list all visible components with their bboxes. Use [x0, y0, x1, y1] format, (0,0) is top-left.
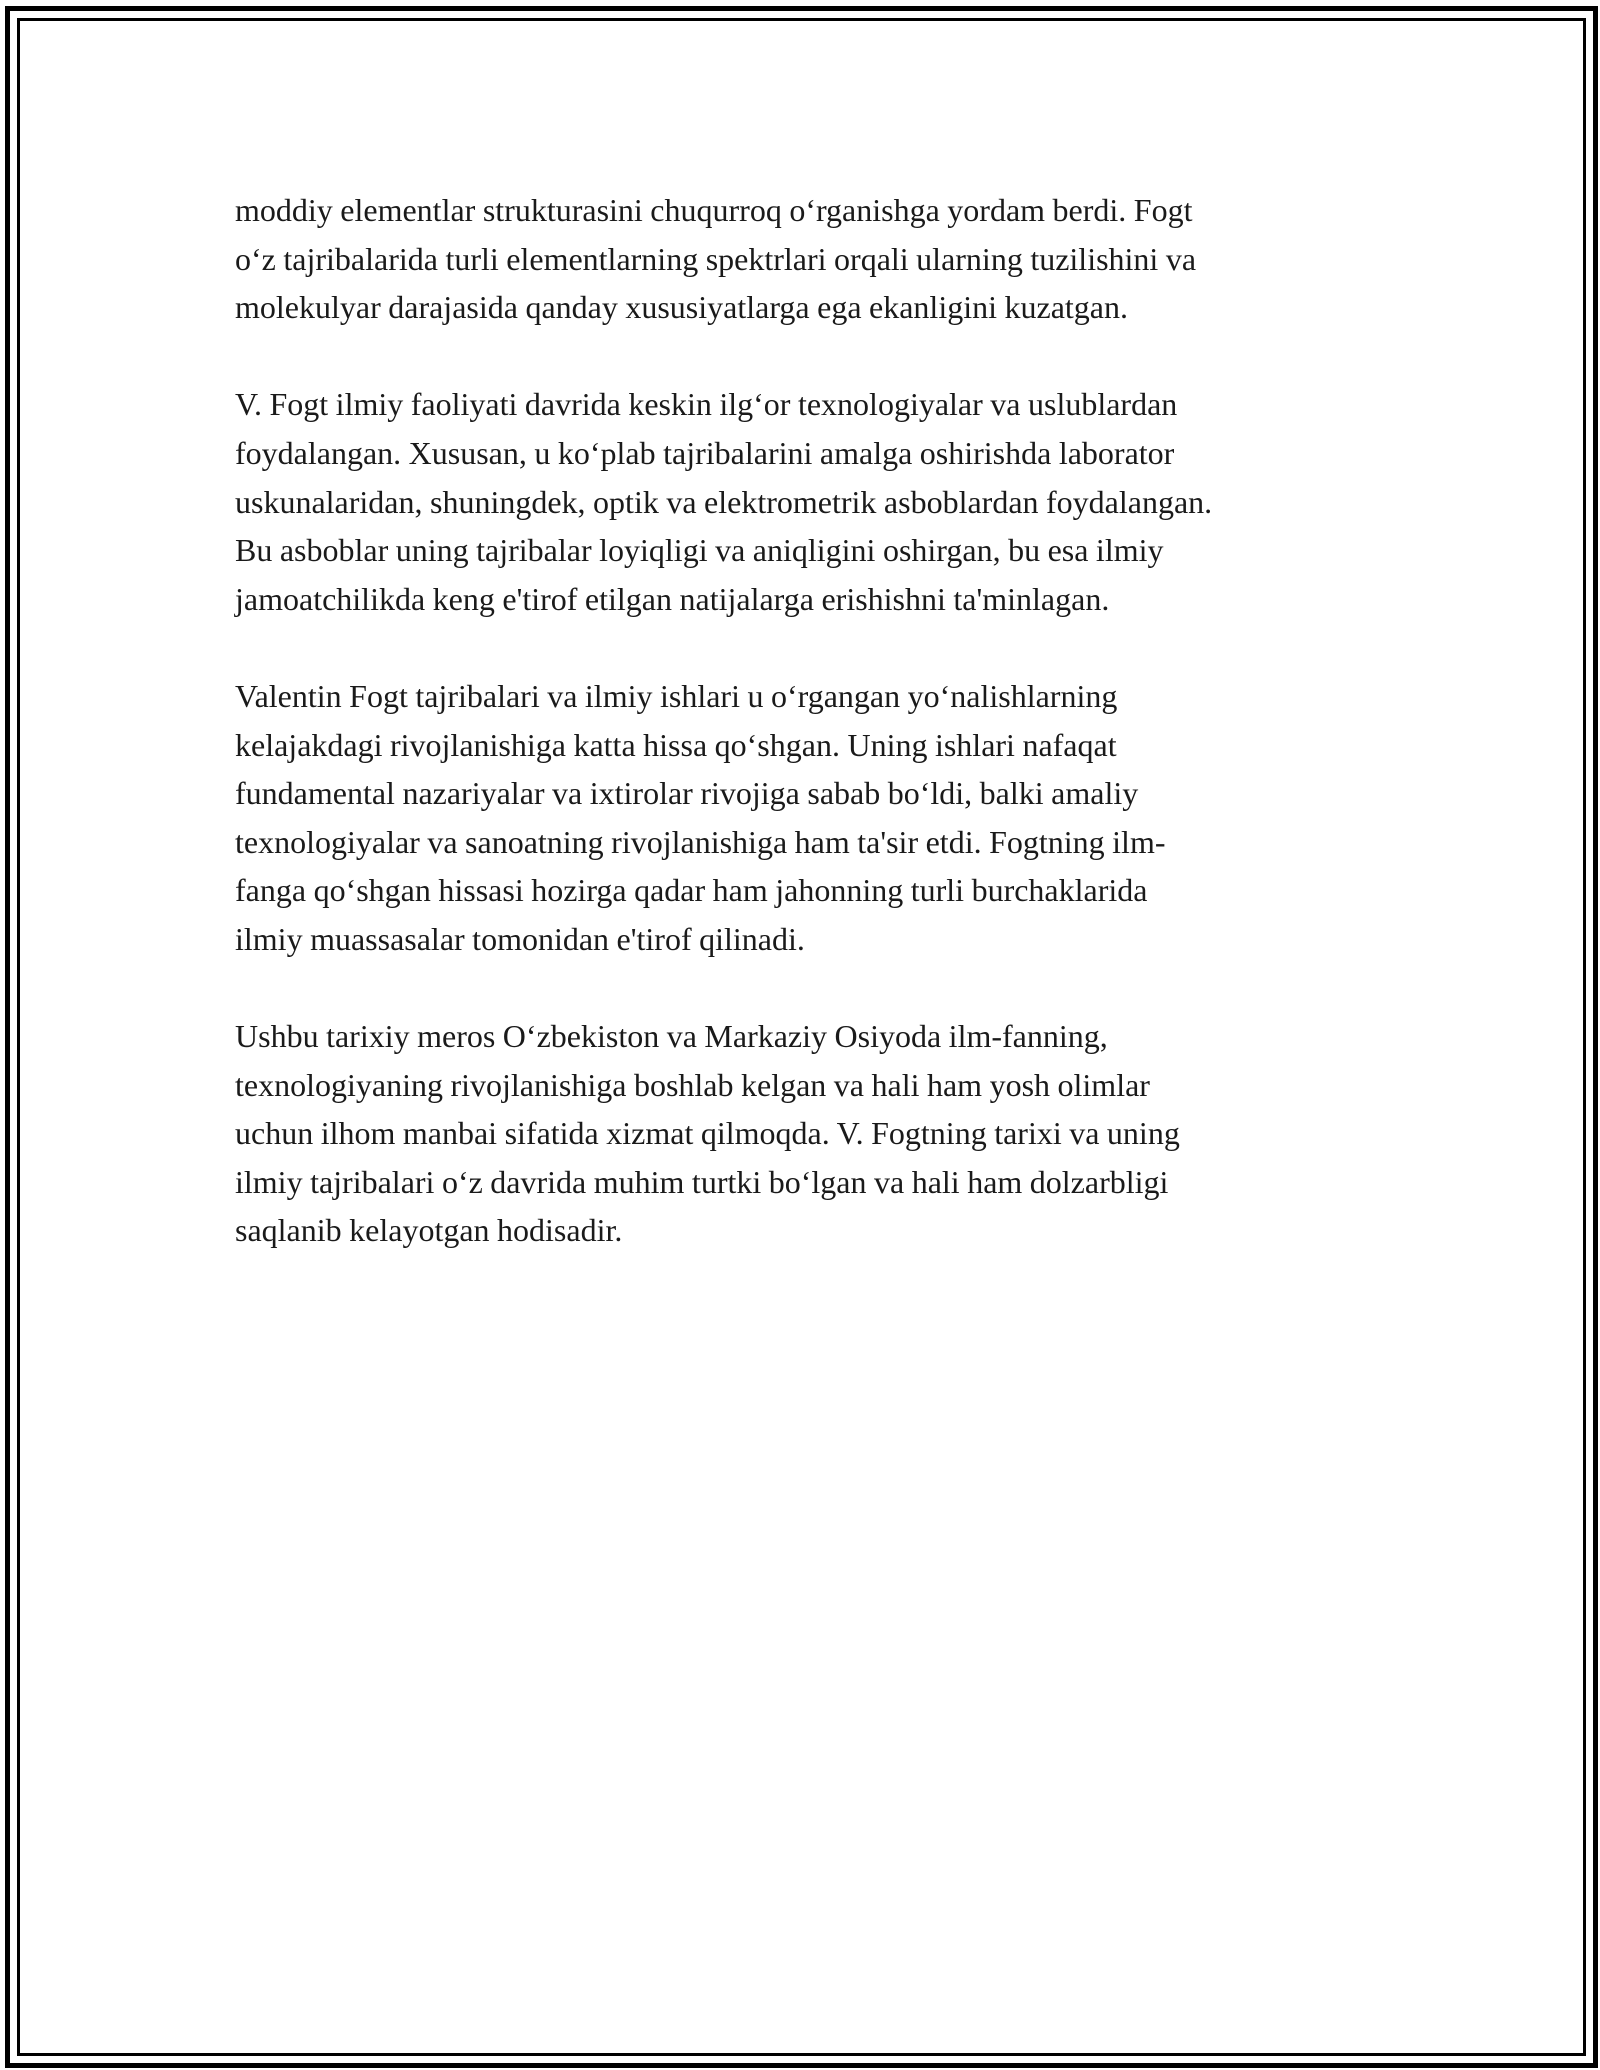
- text-line: fanga qo‘shgan hissasi hozirga qadar ham jahonning turli burchaklarida: [235, 872, 1148, 909]
- text-line: Valentin Fogt tajribalari va ilmiy ishlari u o‘rgangan yo‘nalishlarning: [235, 677, 1118, 714]
- paragraph-1: [235, 186, 1370, 332]
- text-line: ilmiy muassasalar tomonidan e'tirof qilinadi.: [235, 920, 805, 957]
- paragraph-4: [235, 1012, 1370, 1255]
- text-line: fundamental nazariyalar va ixtirolar rivojiga sabab bo‘ldi, balki amaliy: [235, 775, 1139, 812]
- text-line: V. Fogt ilmiy faoliyati davrida keskin ilg‘or texnologiyalar va uslublardan: [235, 386, 1178, 423]
- text-line: ilmiy tajribalari o‘z davrida muhim turtki bo‘lgan va hali ham dolzarbligi: [235, 1163, 1169, 1200]
- paragraph-2: [235, 380, 1370, 623]
- text-line: foydalangan. Xususan, u ko‘plab tajribalarini amalga oshirishda laborator: [235, 434, 1175, 471]
- text-line: o‘z tajribalarida turli elementlarning spektrlari orqali ularning tuzilishini va: [235, 240, 1197, 277]
- text-line: uskunalaridan, shuningdek, optik va elektrometrik asboblardan foydalangan.: [235, 483, 1213, 520]
- text-line: texnologiyaning rivojlanishiga boshlab kelgan va hali ham yosh olimlar: [235, 1066, 1150, 1103]
- text-line: molekulyar darajasida qanday xususiyatlarga ega ekanligini kuzatgan.: [235, 289, 1128, 326]
- text-line: moddiy elementlar strukturasini chuqurroq o‘rganishga yordam berdi. Fogt: [235, 192, 1193, 228]
- paragraph-3: [235, 672, 1370, 964]
- text-line: jamoatchilikda keng e'tirof etilgan natijalarga erishishni ta'minlagan.: [235, 580, 1110, 617]
- text-line: texnologiyalar va sanoatning rivojlanishiga ham ta'sir etdi. Fogtning ilm-: [235, 823, 1166, 860]
- document-body: [235, 186, 1370, 1304]
- text-line: saqlanib kelayotgan hodisadir.: [235, 1212, 623, 1249]
- text-line: kelajakdagi rivojlanishiga katta hissa qo‘shgan. Uning ishlari nafaqat: [235, 726, 1117, 763]
- text-line: Ushbu tarixiy meros O‘zbekiston va Markaziy Osiyoda ilm-fanning,: [235, 1018, 1108, 1055]
- text-line: uchun ilhom manbai sifatida xizmat qilmoqda. V. Fogtning tarixi va uning: [235, 1115, 1180, 1152]
- text-line: Bu asboblar uning tajribalar loyiqligi va aniqligini oshirgan, bu esa ilmiy: [235, 532, 1164, 569]
